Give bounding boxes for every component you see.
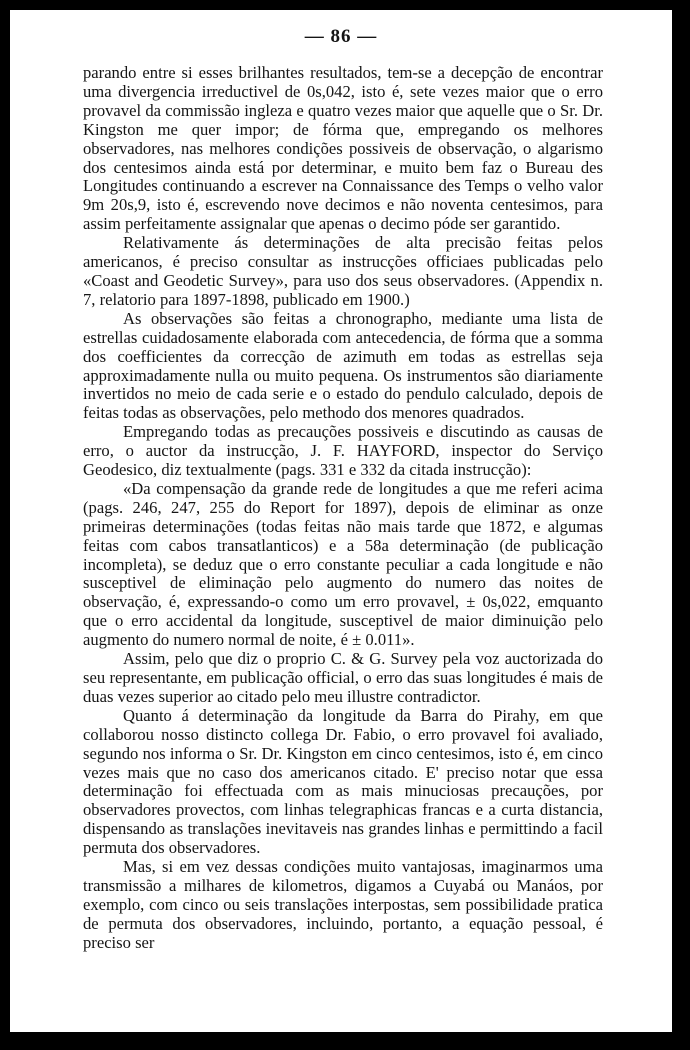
page-number: — 86 —: [304, 26, 378, 47]
paragraph: Quanto á determinação da longitude da Barra do Pirahy, em que collaborou nosso distincto collega Dr. Fabio, o erro provavel foi avaliado, segundo nos informa o Sr. Dr. Kingston em cinco centesimos, isto é, em cinco vezes mais que no caso dos americanos citado. E' preciso notar que essa determinação foi effectuada com as mais minuciosas precauções, por observadores provectos, com linhas telegraphicas francas e a curta distancia, dispensando as translações inevitaveis nas grandes linhas e permittindo a facil permuta dos observadores.: [83, 705, 603, 858]
book-page: [10, 10, 672, 1032]
paragraph: Empregando todas as precauções possiveis e discutindo as causas de erro, o auctor da instrucção, J. F. HAYFORD, inspector do Serviço Geodesico, diz textualmente (pags. 331 e 332 da citada instrucção):: [83, 422, 603, 480]
paragraph: Relativamente ás determinações de alta precisão feitas pelos americanos, é preciso consultar as instrucções officiaes publicadas pelo «Coast and Geodetic Survey», para uso dos seus observadores. (Appendix n. 7, relatorio para 1897-1898, publicado em 1900.): [83, 233, 603, 309]
quoted-paragraph: «Da compensação da grande rede de longitudes a que me referi acima (pags. 246, 247, 255 do Report for 1897), depois de eliminar as onze primeiras determinações (todas feitas não mais tarde que 1872, e algumas feitas com cabos transatlanticos) e a 58a determinação (de publicação incompleta), se deduz que o erro constante peculiar a cada longitude e não susceptivel de eliminação pelo augmento do numero das noites de observação, é, expressando-o como um erro provavel, ± 0s,022, emquanto que o erro accidental da longitude, susceptivel de maior diminuição pelo augmento do numero normal de noite, é ± 0.011».: [83, 478, 603, 650]
paragraph: Assim, pelo que diz o proprio C. & G. Survey pela voz auctorizada do seu representante, em publicação official, o erro das suas longitudes é mais de duas vezes superior ao citado pelo meu illustre contradictor.: [83, 649, 603, 706]
paragraph: parando entre si esses brilhantes resultados, tem-se a decepção de encontrar uma divergencia irreductivel de 0s,042, isto é, sete vezes maior que o erro provavel da commissão ingleza e quatro vezes maior que aquelle que o Sr. Dr. Kingston me quer impor; de fórma que, empregando os melhores observadores, nas melhores condições possiveis de observação, o algarismo dos centesimos ainda está por determinar, e muito bem faz o Bureau des Longitudes continuando a escrever na Connaissance des Temps o velho valor 9m 20s,9, isto é, escrevendo nove decimos e não noventa centesimos, para assim perfeitamente assignalar que apenas o decimo póde ser garantido.: [83, 63, 603, 234]
page-body: [83, 64, 603, 953]
paragraph: Mas, si em vez dessas condições muito vantajosas, imaginarmos uma transmissão a milhares de kilometros, digamos a Cuyabá ou Manáos, por exemplo, com cinco ou seis translações interpostas, sem possibilidade pratica de permuta dos observadores, incluindo, portanto, a equação pessoal, é preciso ser: [83, 857, 603, 952]
paragraph: As observações são feitas a chronographo, mediante uma lista de estrellas cuidadosamente elaborada com antecedencia, de fórma que a somma dos coefficientes da correcção de azimuth em todas as estrellas seja approximadamente nulla ou muito pequena. Os instrumentos são diariamente invertidos no meio de cada serie e o estado do pendulo calculado, depois de feitas todas as observações, pelo methodo dos menores quadrados.: [83, 308, 603, 423]
